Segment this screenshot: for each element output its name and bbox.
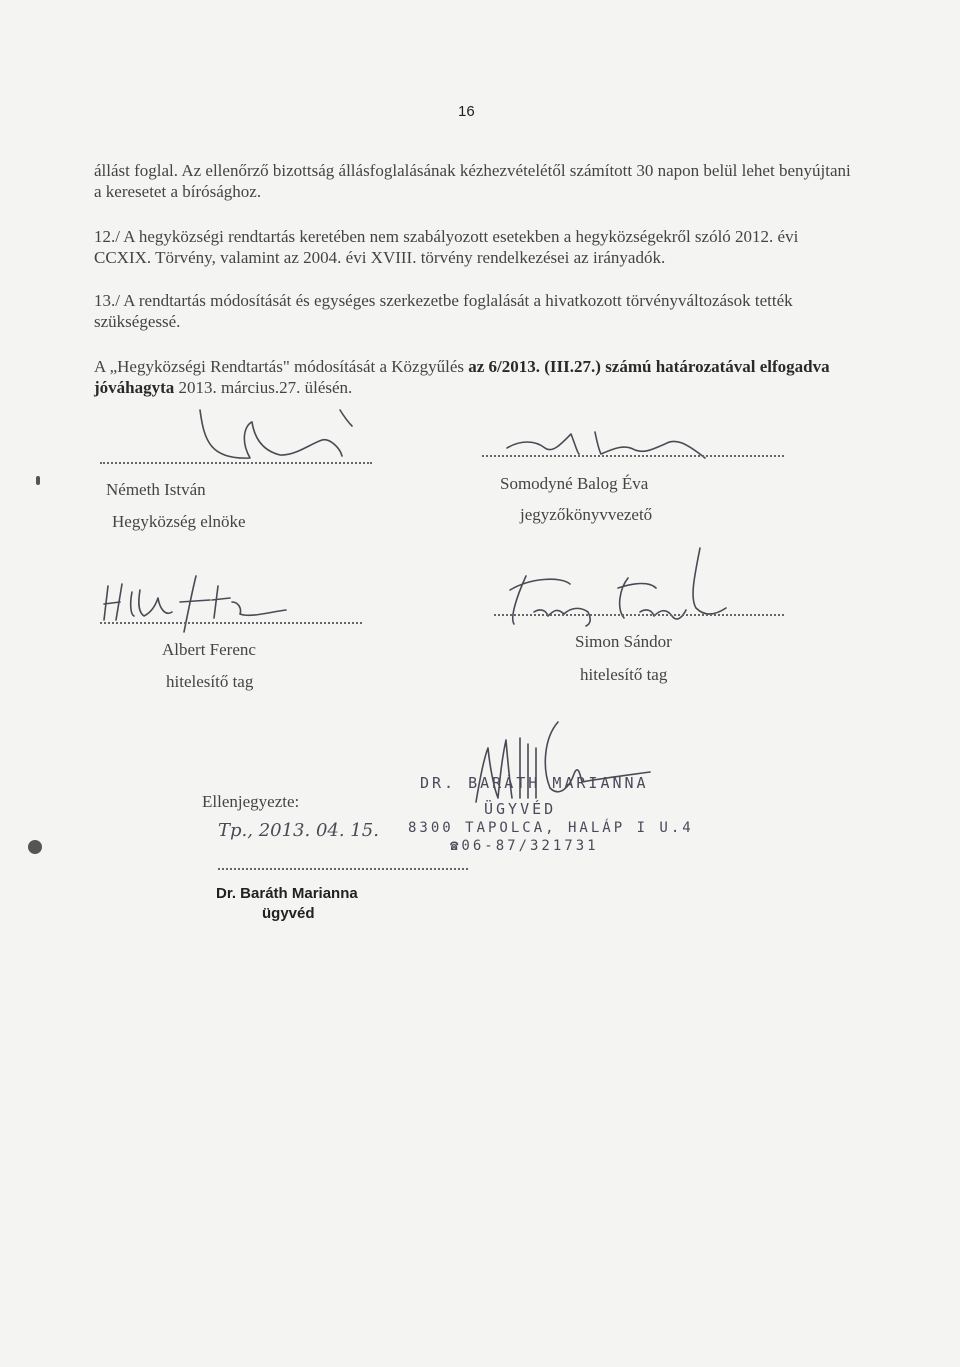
signature-somodyne [505, 418, 725, 468]
signatory-role-left-bottom: hitelesítő tag [166, 672, 254, 691]
countersign-role: ügyvéd [262, 905, 315, 922]
stamp-line-1: DR. BARÁTH MARIANNA [420, 774, 649, 792]
signatory-role-right-top: jegyzőkönyvvezető [520, 505, 653, 524]
signatory-role-right-bottom: hitelesítő tag [580, 665, 668, 684]
adoption-resolution: az 6/2013. (III.27.) számú határozatával elfogadva jóváhagyta [94, 357, 830, 397]
signatory-name-left-bottom: Albert Ferenc [162, 640, 256, 659]
signature-line-right-bottom [494, 614, 784, 616]
punch-hole-mark [28, 840, 42, 854]
paragraph-adoption [94, 356, 854, 398]
signature-line-right-top [482, 455, 784, 457]
stamp-line-2: ÜGYVÉD [484, 800, 557, 818]
paragraph-ellenorzo: állást foglal. Az ellenőrző bizottság állásfoglalásának kézhezvételétől számított 30 napon belül lehet benyújtani a keresetet a bírósághoz. [94, 161, 851, 201]
signature-barath [470, 718, 660, 808]
signatory-name-left-top: Németh István [106, 480, 206, 499]
paragraph-13: 13./ A rendtartás módosítását és egységes szerkezetbe foglalását a hivatkozott törvényváltozások tették szükségessé. [94, 291, 793, 331]
countersign-name: Dr. Baráth Marianna [216, 885, 358, 902]
signature-nemeth [190, 400, 370, 470]
countersign-label: Ellenjegyezte: [202, 792, 300, 811]
countersign-handwritten-date: Tp., 2013. 04. 15. [218, 820, 379, 841]
signature-line-left-top [100, 462, 372, 464]
signature-line-left-bottom [100, 622, 362, 624]
signatory-name-right-top: Somodyné Balog Éva [500, 474, 649, 493]
signature-line-countersign [218, 868, 468, 870]
scan-mark [36, 476, 40, 485]
signatory-name-right-bottom: Simon Sándor [575, 632, 672, 651]
adoption-text-pre: A „Hegyközségi Rendtartás" módosítását a Közgyűlés [94, 357, 469, 376]
adoption-text-post: 2013. március.27. ülésén. [174, 378, 353, 397]
signatory-role-left-top: Hegyközség elnöke [112, 512, 246, 531]
stamp-line-3: 8300 TAPOLCA, HALÁP I U.4 [408, 820, 694, 836]
stamp-line-4: ☎06-87/321731 [450, 838, 599, 854]
paragraph-12: 12./ A hegyközségi rendtartás keretében nem szabályozott esetekben a hegyközségekről szóló 2012. évi CCXIX. Törvény, valamint az 2004. évi XVIII. törvény rendelkezései az irányadók. [94, 227, 799, 267]
page-number: 16 [458, 103, 475, 120]
